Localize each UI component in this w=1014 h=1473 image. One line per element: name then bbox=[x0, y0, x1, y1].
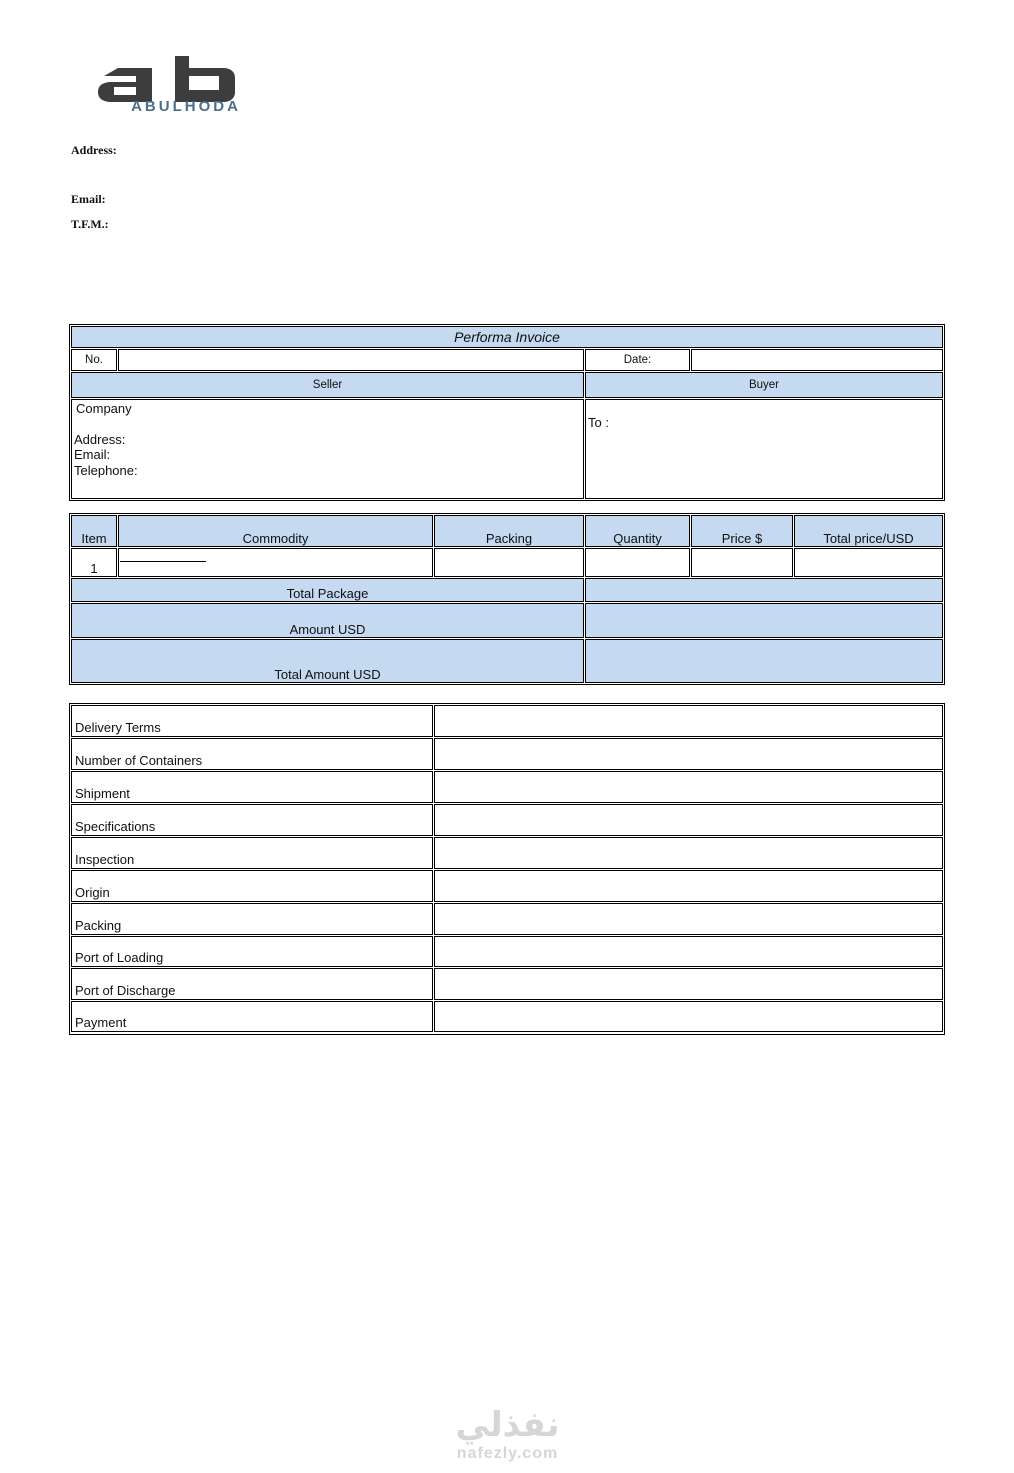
term-number-of-containers-value[interactable] bbox=[434, 738, 943, 770]
company-logo bbox=[80, 54, 292, 114]
address-label: Address: bbox=[71, 143, 117, 157]
commodity-underline bbox=[120, 561, 206, 562]
term-payment-value[interactable] bbox=[434, 1001, 943, 1032]
total-amount-usd-label: Total Amount USD bbox=[71, 639, 584, 683]
no-field[interactable] bbox=[118, 349, 584, 371]
terms-table bbox=[69, 703, 945, 1035]
total-amount-usd-value[interactable] bbox=[585, 639, 943, 683]
total-package-value[interactable] bbox=[585, 578, 943, 602]
term-origin: Origin bbox=[71, 870, 433, 902]
header-packing: Packing bbox=[434, 515, 584, 547]
term-delivery-terms-value[interactable] bbox=[434, 705, 943, 737]
header-item: Item bbox=[71, 515, 117, 547]
brand-name: ABULHODA bbox=[131, 98, 241, 114]
term-port-of-loading: Port of Loading bbox=[71, 936, 433, 967]
term-shipment-value[interactable] bbox=[434, 771, 943, 803]
row-price[interactable] bbox=[691, 548, 793, 577]
row-packing[interactable] bbox=[434, 548, 584, 577]
seller-address: Address: bbox=[74, 432, 126, 447]
header-commodity: Commodity bbox=[118, 515, 433, 547]
abulhoda-logo-icon bbox=[80, 54, 292, 114]
header-quantity: Quantity bbox=[585, 515, 690, 547]
term-payment: Payment bbox=[71, 1001, 433, 1032]
row-commodity[interactable] bbox=[118, 548, 433, 577]
seller-telephone: Telephone: bbox=[74, 463, 138, 478]
buyer-header: Buyer bbox=[585, 372, 943, 398]
amount-usd-value[interactable] bbox=[585, 603, 943, 638]
no-label: No. bbox=[71, 349, 117, 371]
row-total[interactable] bbox=[794, 548, 943, 577]
seller-email: Email: bbox=[74, 447, 111, 462]
seller-company: Company bbox=[76, 401, 132, 416]
term-port-of-loading-value[interactable] bbox=[434, 936, 943, 967]
header-price: Price $ bbox=[691, 515, 793, 547]
buyer-box[interactable] bbox=[585, 399, 943, 499]
seller-box[interactable] bbox=[71, 399, 584, 499]
invoice-header-table bbox=[69, 324, 945, 501]
seller-header: Seller bbox=[71, 372, 584, 398]
date-label: Date: bbox=[585, 349, 690, 371]
email-label: Email: bbox=[71, 192, 106, 206]
term-origin-value[interactable] bbox=[434, 870, 943, 902]
invoice-title: Performa Invoice bbox=[71, 326, 943, 348]
amount-usd-label: Amount USD bbox=[71, 603, 584, 638]
term-delivery-terms: Delivery Terms bbox=[71, 705, 433, 737]
term-port-of-discharge: Port of Discharge bbox=[71, 968, 433, 1000]
term-packing: Packing bbox=[71, 903, 433, 935]
watermark bbox=[440, 1405, 575, 1473]
term-inspection: Inspection bbox=[71, 837, 433, 869]
buyer-to: To : bbox=[588, 415, 609, 430]
row-item-number: 1 bbox=[71, 548, 117, 577]
row-quantity[interactable] bbox=[585, 548, 690, 577]
term-number-of-containers: Number of Containers bbox=[71, 738, 433, 770]
term-specifications-value[interactable] bbox=[434, 804, 943, 836]
term-specifications: Specifications bbox=[71, 804, 433, 836]
term-packing-value[interactable] bbox=[434, 903, 943, 935]
tfm-label: T.F.M.: bbox=[71, 217, 109, 231]
term-inspection-value[interactable] bbox=[434, 837, 943, 869]
date-field[interactable] bbox=[691, 349, 943, 371]
watermark-latin: nafezly.com bbox=[456, 1445, 559, 1462]
term-port-of-discharge-value[interactable] bbox=[434, 968, 943, 1000]
term-shipment: Shipment bbox=[71, 771, 433, 803]
header-total-price: Total price/USD bbox=[794, 515, 943, 547]
total-package-label: Total Package bbox=[71, 578, 584, 602]
items-table bbox=[69, 513, 945, 685]
watermark-arabic: نفذلي bbox=[455, 1405, 560, 1445]
